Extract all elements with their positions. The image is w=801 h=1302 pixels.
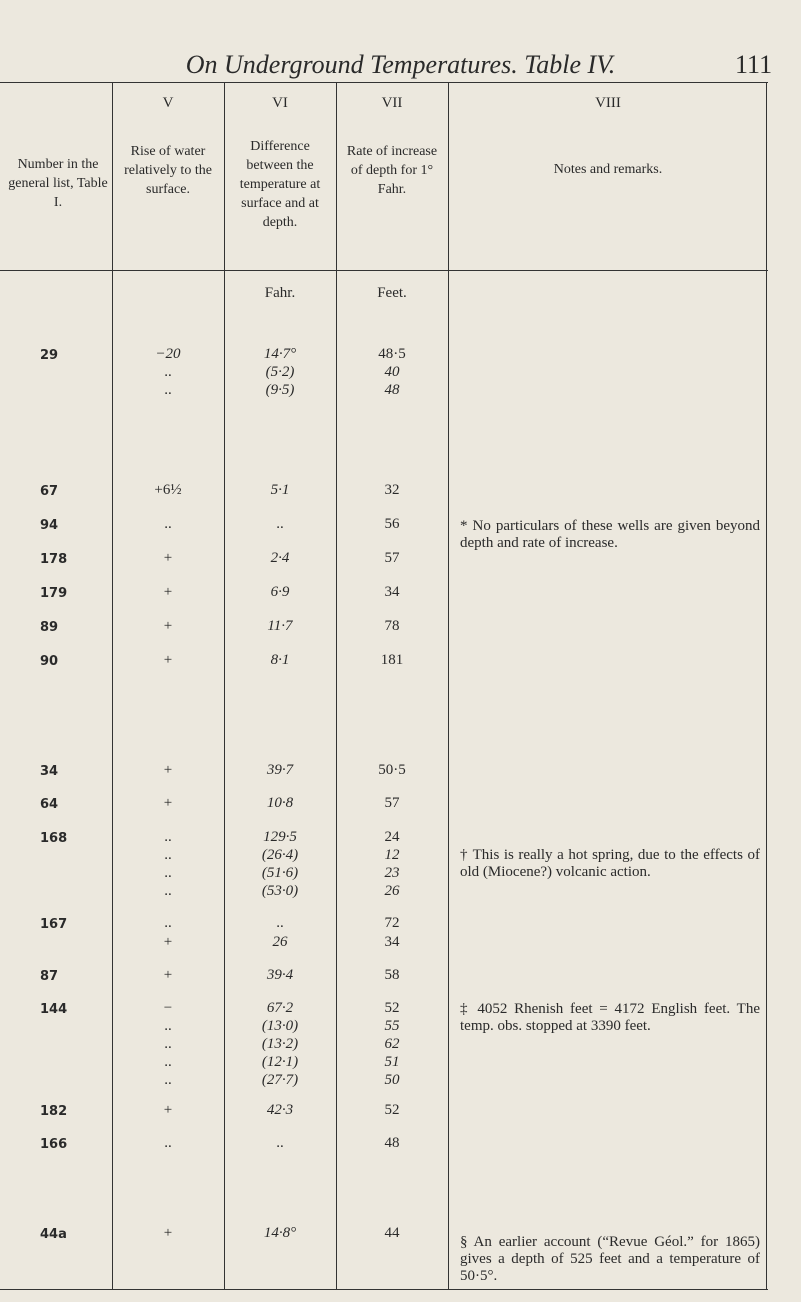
row-number: 90: [40, 654, 59, 669]
row-number: 182: [40, 1104, 68, 1119]
rate-cell: 44: [384, 1225, 400, 1241]
page-header-title: On Underground Temperatures. Table IV.: [185, 50, 616, 79]
rise-cell: +: [163, 584, 173, 600]
rise-cell: ..: [164, 865, 172, 881]
rise-cell: ..: [164, 1036, 172, 1052]
difference-cell: 10·8: [266, 795, 294, 811]
rate-cell: 181: [380, 652, 404, 668]
rate-cell: 48·5: [378, 346, 406, 362]
row-number: 179: [40, 586, 68, 601]
rate-cell: 50·5: [378, 762, 406, 778]
difference-cell: ..: [276, 1135, 284, 1151]
rise-cell: ..: [164, 382, 172, 398]
rate-cell: 55: [384, 1018, 400, 1034]
difference-cell: (13·2): [261, 1036, 299, 1052]
difference-cell: 39·4: [266, 967, 294, 983]
note-earlier-account: § An earlier account (“Revue Géol.” for 1865) gives a depth of 525 feet and a temperature of 50·5°.: [460, 1234, 760, 1284]
row-number: 44a: [40, 1227, 67, 1242]
column-roman-numeral: VIII: [595, 95, 621, 111]
difference-cell: 14·7°: [263, 346, 297, 362]
difference-cell: 39·7: [266, 762, 294, 778]
rate-cell: 48: [384, 1135, 400, 1151]
rate-cell: 51: [384, 1054, 400, 1070]
difference-cell: (51·6): [261, 865, 299, 881]
rate-cell: 32: [384, 482, 400, 498]
row-number: 166: [40, 1137, 68, 1152]
column-heading-difference: Difference between the temperature at surface and at depth.: [239, 139, 321, 230]
difference-cell: 11·7: [267, 618, 293, 634]
rate-cell: 40: [384, 364, 400, 380]
rise-cell: ..: [164, 1018, 172, 1034]
rise-cell: ..: [164, 1135, 172, 1151]
column-heading-number: Number in the general list, Table I.: [8, 157, 108, 210]
rise-cell: +6½: [154, 482, 182, 498]
header-bottom-rule: [0, 270, 768, 271]
rate-cell: 58: [384, 967, 400, 983]
difference-cell: (9·5): [265, 382, 295, 398]
rate-cell: 24: [384, 829, 400, 845]
page-number: 111: [735, 50, 773, 79]
rate-cell: 57: [384, 550, 400, 566]
rise-cell: ..: [164, 1054, 172, 1070]
column-heading-notes: Notes and remarks.: [553, 162, 663, 177]
rise-cell: −20: [155, 346, 181, 362]
row-number: 144: [40, 1002, 68, 1017]
note-rhenish-feet: ‡ 4052 Rhenish feet = 4172 English feet. The temp. obs. stopped at 3390 feet.: [460, 1001, 760, 1034]
rate-cell: 56: [384, 516, 400, 532]
difference-cell: 67·2: [266, 1000, 294, 1016]
note-hot-spring: † This is really a hot spring, due to the effects of old (Miocene?) volcanic action.: [460, 847, 760, 880]
table-bottom-rule: [0, 1289, 768, 1290]
rate-cell: 23: [384, 865, 400, 881]
rate-cell: 26: [384, 883, 400, 899]
rate-cell: 12: [384, 847, 400, 863]
rate-cell: 52: [384, 1102, 400, 1118]
row-number: 167: [40, 917, 68, 932]
difference-cell: (12·1): [261, 1054, 299, 1070]
rise-cell: +: [163, 1102, 173, 1118]
table-right-border: [766, 82, 767, 1289]
rate-cell: 72: [384, 915, 400, 931]
difference-cell: (26·4): [261, 847, 299, 863]
rise-cell: ..: [164, 883, 172, 899]
rise-cell: +: [163, 1225, 173, 1241]
rise-cell: ..: [164, 829, 172, 845]
difference-cell: 14·8°: [263, 1225, 297, 1241]
rise-cell: −: [163, 1000, 173, 1016]
row-number: 29: [40, 348, 59, 363]
column-roman-numeral: V: [162, 95, 174, 111]
difference-cell: 8·1: [270, 652, 290, 668]
difference-cell: 129·5: [263, 829, 297, 845]
difference-cell: (53·0): [261, 883, 299, 899]
difference-cell: ..: [276, 915, 284, 931]
row-number: 34: [40, 764, 59, 779]
unit-fahr: Fahr.: [264, 285, 296, 301]
column-heading-rise: Rise of water relatively to the surface.: [124, 144, 212, 197]
difference-cell: 6·9: [270, 584, 290, 600]
row-number: 178: [40, 552, 68, 567]
rate-cell: 52: [384, 1000, 400, 1016]
row-number: 94: [40, 518, 59, 533]
rise-cell: +: [163, 967, 173, 983]
difference-cell: (13·0): [261, 1018, 299, 1034]
rate-cell: 34: [384, 934, 400, 950]
column-divider: [448, 82, 449, 1289]
rate-cell: 57: [384, 795, 400, 811]
difference-cell: 26: [272, 934, 288, 950]
difference-cell: 42·3: [266, 1102, 294, 1118]
rate-cell: 50: [384, 1072, 400, 1088]
rise-cell: ..: [164, 915, 172, 931]
column-heading-rate: Rate of increase of depth for 1° Fahr.: [346, 144, 438, 197]
rate-cell: 62: [384, 1036, 400, 1052]
row-number: 67: [40, 484, 59, 499]
unit-feet: Feet.: [377, 285, 407, 301]
difference-cell: 2·4: [270, 550, 290, 566]
rise-cell: ..: [164, 1072, 172, 1088]
rise-cell: ..: [164, 516, 172, 532]
rate-cell: 78: [384, 618, 400, 634]
rise-cell: +: [163, 550, 173, 566]
rise-cell: +: [163, 618, 173, 634]
difference-cell: ..: [276, 516, 284, 532]
table-top-rule: [0, 82, 768, 83]
note-no-particulars: * No particulars of these wells are given beyond depth and rate of increase.: [460, 518, 760, 551]
row-number: 89: [40, 620, 59, 635]
row-number: 87: [40, 969, 59, 984]
rate-cell: 34: [384, 584, 400, 600]
row-number: 64: [40, 797, 59, 812]
rise-cell: ..: [164, 364, 172, 380]
rate-cell: 48: [384, 382, 400, 398]
row-number: 168: [40, 831, 68, 846]
difference-cell: (5·2): [265, 364, 295, 380]
difference-cell: (27·7): [261, 1072, 299, 1088]
difference-cell: 5·1: [270, 482, 290, 498]
rise-cell: ..: [164, 847, 172, 863]
column-roman-numeral: VI: [272, 95, 288, 111]
rise-cell: +: [163, 795, 173, 811]
rise-cell: +: [163, 652, 173, 668]
column-roman-numeral: VII: [381, 95, 403, 111]
rise-cell: +: [163, 762, 173, 778]
rise-cell: +: [163, 934, 173, 950]
